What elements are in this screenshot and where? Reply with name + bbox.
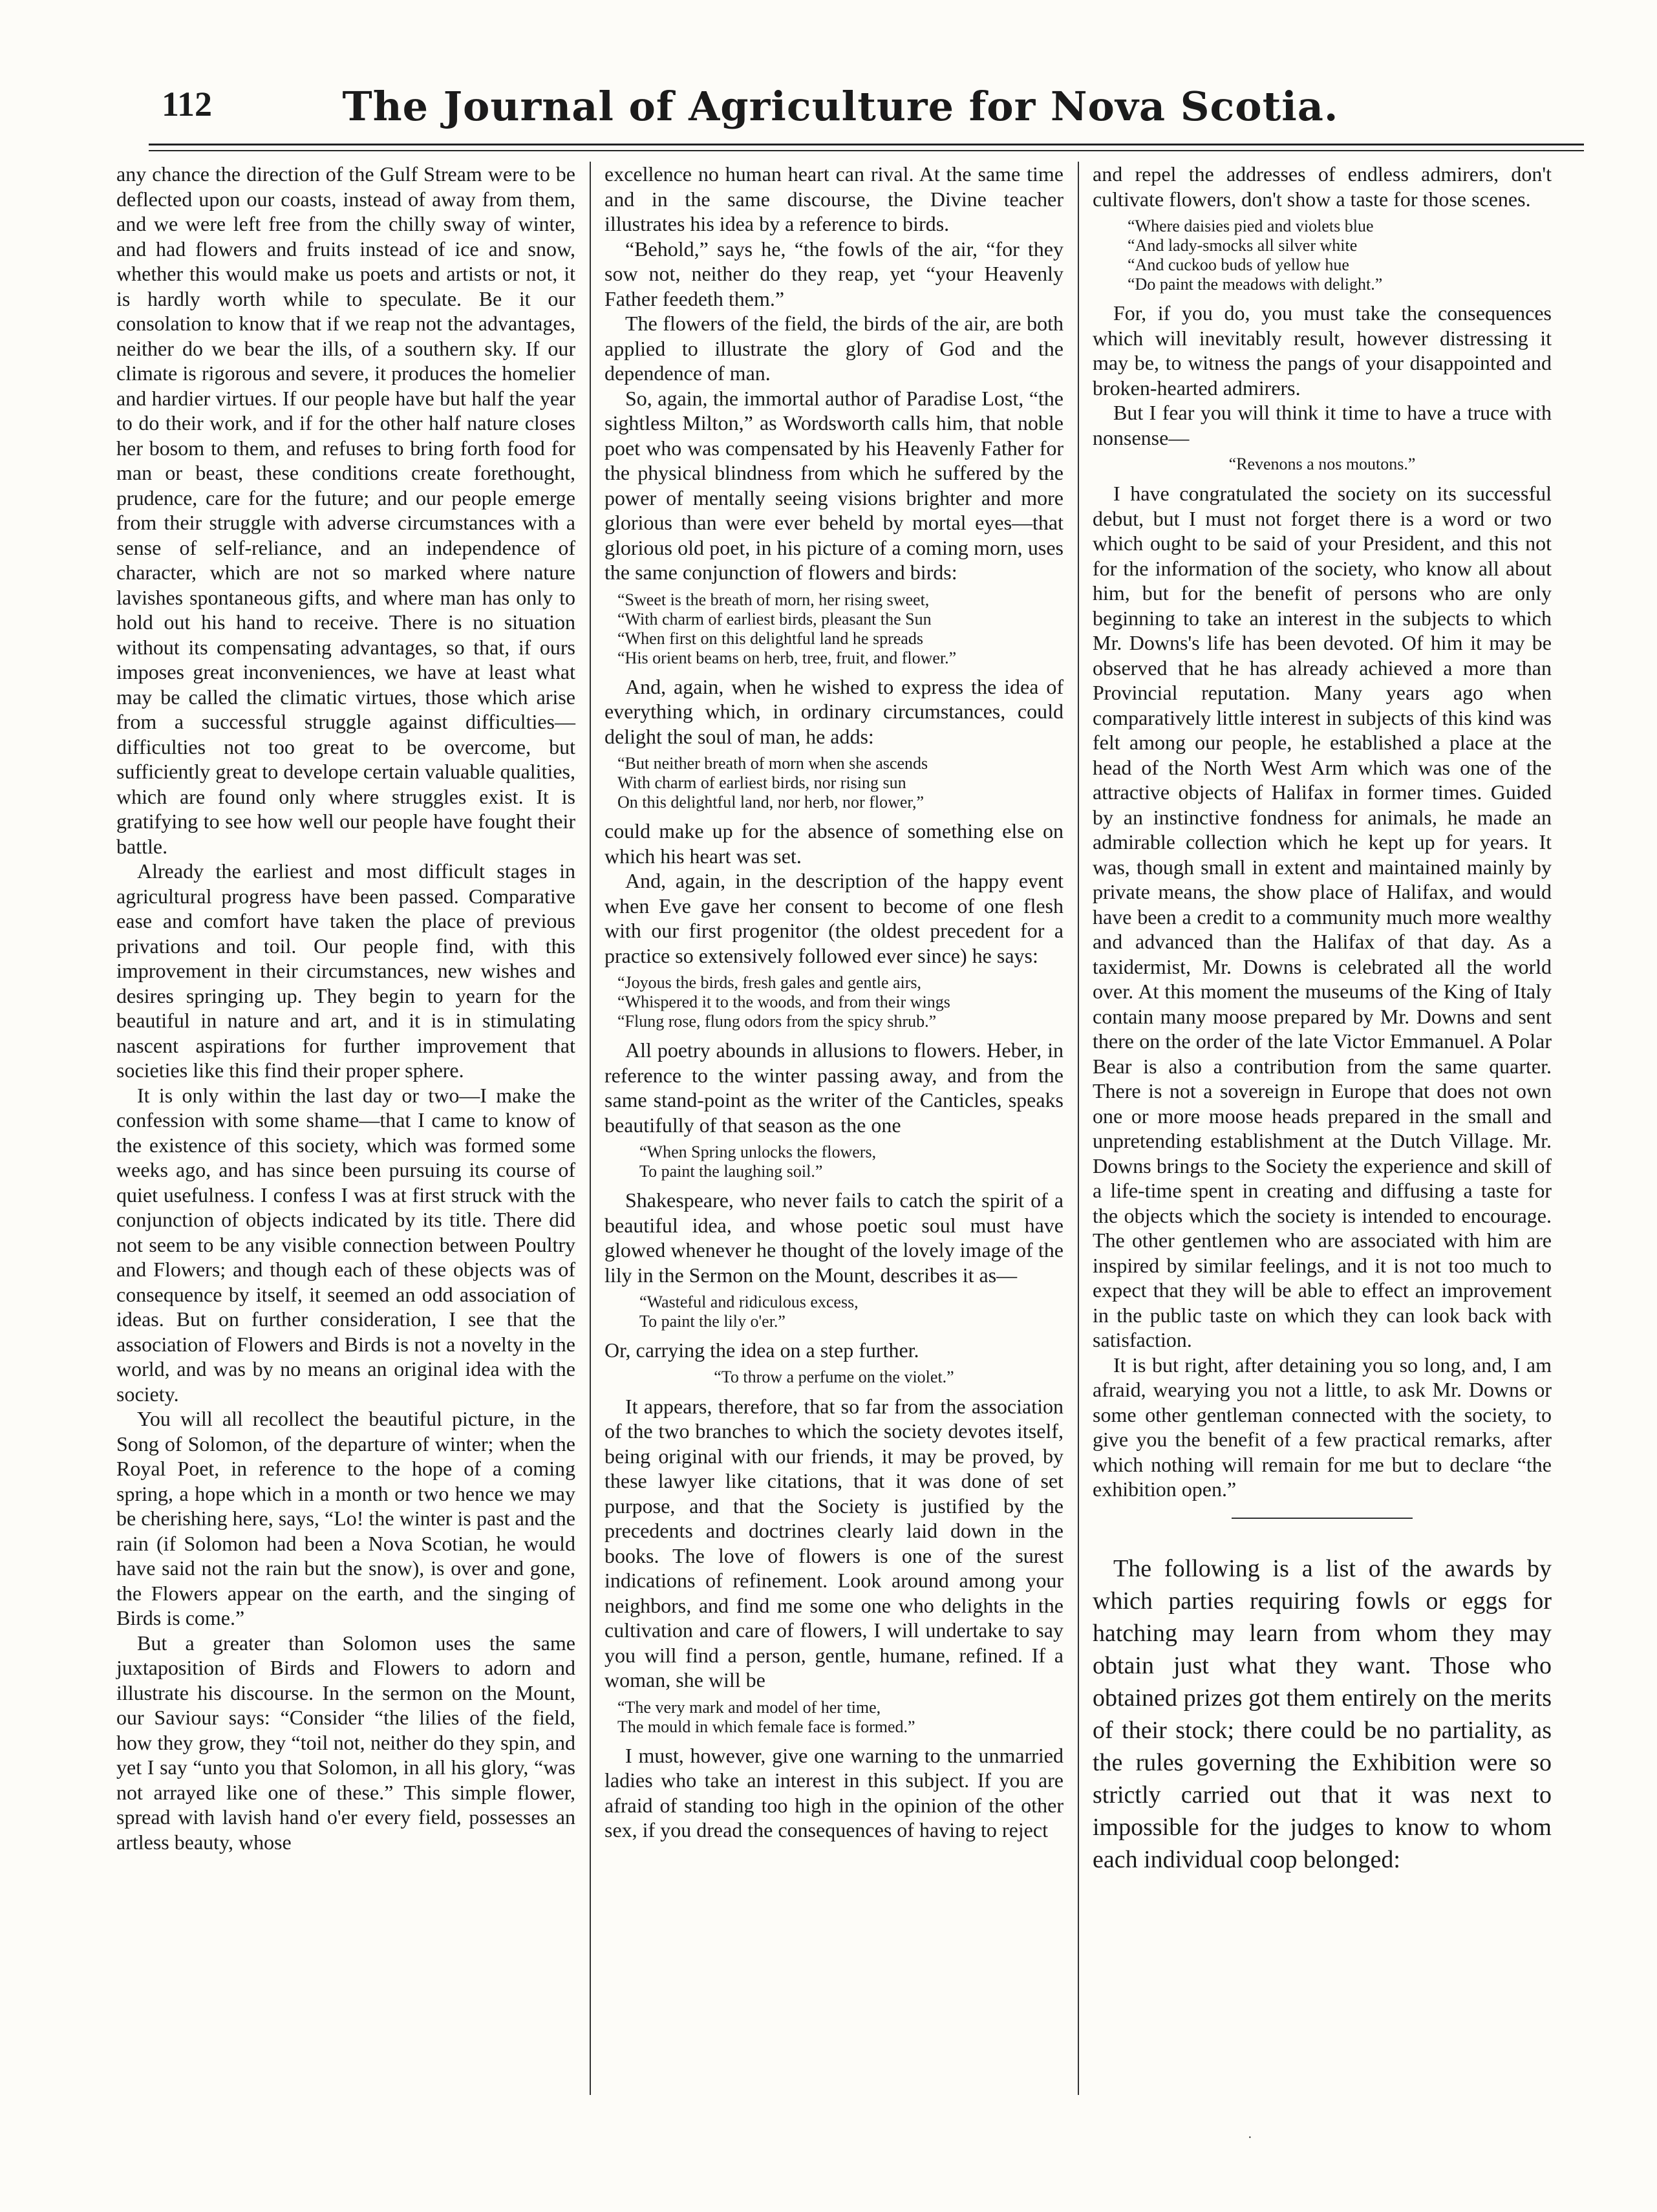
paragraph: For, if you do, you must take the consequences which will inevitably result, however distressing it may be, to witness the pangs of your disappointed and broken-hearted admirers. bbox=[1093, 301, 1552, 400]
column-divider bbox=[1078, 162, 1079, 2095]
verse-quote bbox=[604, 973, 1064, 1031]
verse-line: “The very mark and model of her time, bbox=[617, 1697, 881, 1717]
verse-line: “To throw a perfume on the violet.” bbox=[714, 1367, 954, 1386]
verse-quote bbox=[604, 754, 1064, 812]
column-1 bbox=[116, 162, 575, 1854]
paragraph: any chance the direction of the Gulf Stream were to be deflected upon our coasts, instead of away from them, and we were left free from the chilly sway of winter, and had flowers and fruits instead of ice and snow, whether this would make us poets and artists or not, it is hardly worth while to speculate. Be it our consolation to know that if we reap not the advantages, neither do we bear the ills, of a southern sky. If our climate is rigorous and severe, it produces the homelier and hardier virtues. If our people have but half the year to do their work, and if for the other half nature closes her bosom to them, and refuses to bring forth food for man or beast, these conditions create forethought, prudence, care for the future; and our people emerge from their struggle with adverse circumstances with a sense of self-reliance, and an independence of character, which are not so marked where nature lavishes spontaneous gifts, and where man has only to hold out his hand to receive. There is no situation without its compensating advantages, so that, if ours imposes great inconveniences, we have at least what may be called the climatic virtues, those which arise from a successful struggle against difficulties—difficulties not too great to be overcome, but sufficiently great to develope certain valuable qualities, which are found only where struggles exist. It is gratifying to see how well our people have fought their battle. bbox=[116, 162, 575, 858]
verse-quote bbox=[604, 1143, 1064, 1181]
header-rule-thin bbox=[149, 150, 1584, 151]
journal-title: The Journal of Agriculture for Nova Scotia. bbox=[342, 83, 1339, 130]
verse-quote bbox=[1093, 217, 1552, 294]
paragraph: could make up for the absence of something else on which his heart was set. bbox=[604, 819, 1064, 868]
verse-line: The mould in which female face is formed.” bbox=[617, 1717, 915, 1736]
page-header bbox=[116, 72, 1565, 144]
paragraph: “Behold,” says he, “the fowls of the air, “for they sow not, neither do they reap, yet “your Heavenly Father feedeth them.” bbox=[604, 237, 1064, 310]
column-2 bbox=[604, 162, 1064, 1843]
paragraph: Shakespeare, who never fails to catch the spirit of a beautiful idea, and whose poetic soul must have glowed whenever he thought of the lovely image of the lily in the Sermon on the Mount, describes it as— bbox=[604, 1188, 1064, 1287]
header-rule bbox=[149, 144, 1584, 145]
verse-quote bbox=[604, 1293, 1064, 1331]
paragraph: and repel the addresses of endless admirers, don't cultivate flowers, don't show a taste for those scenes. bbox=[1093, 162, 1552, 211]
verse-line: “Where daisies pied and violets blue bbox=[1128, 217, 1374, 235]
verse-line: To paint the laughing soil.” bbox=[639, 1162, 823, 1181]
paragraph: But I fear you will think it time to have a truce with nonsense— bbox=[1093, 401, 1552, 449]
verse-line: “And lady-smocks all silver white bbox=[1128, 236, 1358, 255]
paragraph: And, again, when he wished to express the idea of everything which, in ordinary circumstances, could delight the soul of man, he adds: bbox=[604, 674, 1064, 748]
verse-line: “But neither breath of morn when she ascends bbox=[617, 754, 928, 773]
paragraph: And, again, in the description of the happy event when Eve gave her consent to become of one flesh with our first progenitor (the oldest precedent for a practice so extensively followed ever since) he says: bbox=[604, 869, 1064, 967]
paragraph: I must, however, give one warning to the unmarried ladies who take an interest in this subject. If you are afraid of standing too high in the opinion of the other sex, if you dread the consequences of having to reject bbox=[604, 1743, 1064, 1842]
paragraph: Or, carrying the idea on a step further. bbox=[604, 1338, 919, 1362]
verse-line: With charm of earliest birds, nor rising sun bbox=[617, 773, 906, 792]
verse-line: “When Spring unlocks the flowers, bbox=[639, 1143, 877, 1161]
paragraph: excellence no human heart can rival. At the same time and in the same discourse, the Divine teacher illustrates his idea by a reference to birds. bbox=[604, 162, 1064, 235]
verse-line: To paint the lily o'er.” bbox=[639, 1312, 786, 1331]
verse-line: “When first on this delightful land he spreads bbox=[617, 628, 923, 648]
paragraph: You will all recollect the beautiful picture, in the Song of Solomon, of the departure of winter; when the Royal Poet, in reference to the hope of a coming spring, a hope which in a month or two hence we may be cherishing here, says, “Lo! the winter is past and the rain (if Solomon had been a Nova Scotian, he would have said not the rain but the snow), is over and gone, the Flowers appear on the earth, and the singing of Birds is come.” bbox=[116, 1407, 575, 1629]
paragraph: So, again, the immortal author of Paradise Lost, “the sightless Milton,” as Wordsworth calls him, that noble poet who was compensated by his Heavenly Father for the physical blindness from which he suffered by the power of mentally seeing visions brighter and more glorious than were ever beheld by mortal eyes—that glorious old poet, in his picture of a coming morn, uses the same conjunction of flowers and birds: bbox=[604, 386, 1064, 584]
verse-line: “Joyous the birds, fresh gales and gentle airs, bbox=[617, 973, 922, 992]
verse-line: “Flung rose, flung odors from the spicy shrub.” bbox=[617, 1012, 937, 1031]
awards-intro-paragraph: The following is a list of the awards by which parties requiring fowls or eggs for hatching may learn from whom they may obtain just what they want. Those who obtained prizes got them entirely on the merits of their stock; there could be no partiality, as the rules governing the Exhibition were so strictly carried out that it was next to impossible for the judges to know to whom each individual coop belonged: bbox=[1093, 1554, 1552, 1873]
paragraph: But a greater than Solomon uses the same juxtaposition of Birds and Flowers to adorn and illustrate his discourse. In the sermon on the Mount, our Saviour says: “Consider “the lilies of the field, how they grow, they “toil not, neither do they spin, and yet I say “unto you that Solomon, in all his glory, “was not arrayed like one of these.” This simple flower, spread with lavish hand o'er every field, possesses an artless beauty, whose bbox=[116, 1631, 575, 1854]
paragraph: All poetry abounds in allusions to flowers. Heber, in reference to the winter passing away, and from the same stand-point as the writer of the Canticles, speaks beautifully of that season as the one bbox=[604, 1038, 1064, 1137]
paragraph: Already the earliest and most difficult stages in agricultural progress have been passed. Comparative ease and comfort have taken the place of previous privations and toil. Our people find, with this improvement in their circumstances, new wishes and desires springing up. They begin to yearn for the beautiful in nature and art, and it is in stimulating nascent aspirations for further improvement that societies like this find their proper sphere. bbox=[116, 859, 575, 1082]
paragraph: It appears, therefore, that so far from the association of the two branches to which the society devotes itself, being original with our friends, it may be proved, by these lawyer like citations, that it was done of set purpose, and that the Society is justified by the precedents and doctrines clearly laid down in the books. The love of flowers is one of the surest indications of refinement. Look around among your neighbors, and find me some one who delights in the cultivation and care of flowers, I will undertake to say you will find a person, gentle, humane, refined. If a woman, she will be bbox=[604, 1394, 1064, 1691]
verse-line: On this delightful land, nor herb, nor flower,” bbox=[617, 793, 925, 811]
verse-line: “Whispered it to the woods, and from their wings bbox=[617, 993, 950, 1011]
page-number: 112 bbox=[162, 85, 213, 123]
verse-line: “With charm of earliest birds, pleasant the Sun bbox=[617, 609, 932, 628]
verse-line: “And cuckoo buds of yellow hue bbox=[1128, 255, 1349, 274]
paragraph: The flowers of the field, the birds of the air, are both applied to illustrate the glory of God and the dependence of man. bbox=[604, 312, 1064, 385]
section-divider bbox=[1232, 1518, 1413, 1519]
verse-line: “Wasteful and ridiculous excess, bbox=[639, 1293, 859, 1311]
column-divider bbox=[590, 162, 591, 2095]
verse-quote bbox=[604, 1698, 1064, 1737]
paragraph: It is only within the last day or two—I make the confession with some shame—that I came to know of the existence of this society, which was formed some weeks ago, and has since been pursuing its course of quiet usefulness. I confess I was at first struck with the conjunction of objects indicated by its title. There did not seem to be any visible connection between Poultry and Flowers; and though each of these objects was of consequence by itself, it seemed an odd association of ideas. But on further consideration, I see that the association of Flowers and Birds is not a novelty in the world, and was by no means an original idea with the society. bbox=[116, 1083, 575, 1406]
verse-line: “His orient beams on herb, tree, fruit, and flower.” bbox=[617, 648, 957, 667]
stray-mark: · bbox=[1248, 2131, 1252, 2145]
paragraph: I have congratulated the society on its successful debut, but I must not forget there is a word or two which ought to be said of your President, and this not for the information of the society, who know all about him, but for the benefit of persons who are only beginning to take an interest in the subjects to which Mr. Downs's life has been devoted. Of him it may be observed that he has already achieved a more than Provincial reputation. Many years ago when comparatively little interest in subjects of this kind was felt among our people, he established a place at the head of the North West Arm which was one of the attractive objects of Halifax in former times. Guided by an instinctive fondness for animals, he made an admirable collection which he kept up for years. It was, though small in extent and maintained mainly by private means, the show place of Halifax, and would have been a credit to a community much more wealthy and advanced than the Halifax of that day. As a taxidermist, Mr. Downs is celebrated all the world over. At this moment the museums of the King of Italy contain many moose prepared by Mr. Downs and sent there on the order of the late Victor Emmanuel. A Polar Bear is also a contribution from the same quarter. There is not a sovereign in Europe that does not own one or more moose heads prepared in the small and unpretending establishment at the Dutch Village. Mr. Downs brings to the Society the experience and skill of a life-time spent in creating and diffusing a taste for the objects which the society is intended to encourage. The other gentlemen who are associated with him are inspired by similar feelings, and it is not too much to expect that they will be able to effect an improvement in the public taste on which they can look back with satisfaction. bbox=[1093, 482, 1552, 1351]
column-3 bbox=[1093, 162, 1552, 1876]
verse-line: “Revenons a nos moutons.” bbox=[1228, 455, 1416, 473]
verse-quote bbox=[604, 590, 1064, 668]
paragraph: It is but right, after detaining you so long, and, I am afraid, wearying you not a little, to ask Mr. Downs or some other gentleman connected with the society, to give you the benefit of a few practical remarks, after which nothing will remain for me but to declare “the exhibition open.” bbox=[1093, 1353, 1552, 1501]
verse-line: “Do paint the meadows with delight.” bbox=[1128, 275, 1383, 294]
verse-line: “Sweet is the breath of morn, her rising sweet, bbox=[617, 590, 930, 609]
